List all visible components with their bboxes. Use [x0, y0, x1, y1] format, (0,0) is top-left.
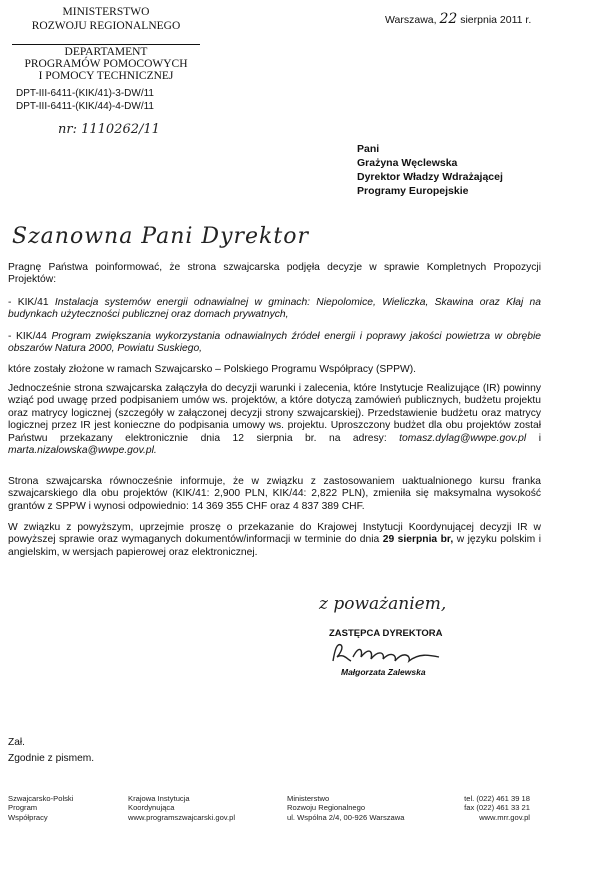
body-exchange-rate [8, 476, 541, 513]
date-month-year: sierpnia 2011 r. [460, 14, 532, 26]
reference-numbers [16, 87, 154, 113]
paragraph: Strona szwajcarska równocześnie informuje, że w związku z zastosowaniem uaktualnionego kursu franka szwajcarskiego dla obu projektów (KIK/41: 2,900 PLN, KIK/44: 2,822 PLN), zmieniła się maksymalna wysokość grantów z SPPW i wynosi odpowiednio: 14 369 355 CHF oraz 4 837 389 CHF. [8, 476, 541, 512]
handwritten-closing: z poważaniem, [319, 594, 447, 614]
footer-line: Program [8, 803, 38, 813]
handwritten-signature [329, 639, 449, 665]
department-line2: PROGRAMÓW POMOCOWYCH [24, 58, 188, 70]
project-item-kik41 [8, 297, 541, 322]
footer-website-link[interactable]: www.mrr.gov.pl [479, 812, 530, 822]
body-request [8, 522, 541, 559]
footer-website-link[interactable]: www.programszwajcarski.gov.pl [128, 812, 236, 822]
body-conditions [8, 383, 541, 457]
signatory-name: Małgorzata Zalewska [341, 667, 426, 677]
signature-block [319, 594, 479, 677]
footer-program [8, 794, 73, 822]
recipient-salutation: Pani [357, 143, 380, 155]
attachments-label: Zał. [8, 737, 25, 748]
ministry-name-line1: MINISTERSTWO [62, 6, 150, 18]
handwritten-registry-number: nr: 1110262/11 [58, 122, 160, 137]
recipient-address [357, 142, 503, 198]
email-link[interactable]: marta.nizalowska@wwpe.gov.pl. [8, 445, 157, 457]
project-title: Program zwiększania wykorzystania odnawialnych źródeł energii i poprawy jakości powietrza w obrębie obszarów Natura 2000, Powiatu Suskiego, [8, 331, 541, 355]
footer-fax: fax (022) 461 33 21 [464, 803, 530, 813]
letter-date [385, 11, 531, 27]
letterhead [12, 6, 200, 82]
footer-line: Koordynująca [128, 803, 175, 813]
footer-ministry [287, 794, 404, 822]
footer-line: Krajowa Instytucja [128, 794, 190, 803]
project-item-kik44 [8, 331, 541, 356]
footer-phone: tel. (022) 461 39 18 [464, 794, 530, 803]
email-link[interactable]: tomasz.dylag@wwpe.gov.pl [399, 432, 527, 444]
recipient-position: Dyrektor Władzy Wdrażającej [357, 171, 503, 183]
paragraph-text: Jednocześnie strona szwajcarska załączyła do decyzji warunki i zalecenia, które Instytucje Realizujące (IR) powinny wziąć pod uwagę przed podpisaniem umów ws. projektów, a które dotyczą zamówień publicznych, budżetu projektu oraz matrycy logicznej (szczegóły w załączonej decyzji strony szwajcarskiej). Przedstawienie budżetu oraz matrycy logicznej przez IR jest konieczne do podpisania umowy ws. projektu. Uproszczony budżet dla obu projektów został Państwu przekazany elektronicznie dnia 12 sierpnia br. na adresy: [8, 383, 541, 444]
project-title: Instalacja systemów energii odnawialnej w gminach: Niepolomice, Wieliczka, Skawina oraz Kłaj na budynkach użyteczności publicznej oraz domach prywatnych, [8, 297, 541, 321]
footer-line: Rozwoju Regionalnego [287, 803, 366, 813]
attachments [8, 735, 94, 767]
footer-coordinating-institution [128, 794, 235, 822]
paragraph-text: W związku z powyższym, uprzejmie proszę o przekazanie do Krajowej Instytucji Koordynującej decyzji IR w powyższej sprawie oraz wymaganych dokumentów/informacji w terminie do dnia [8, 522, 541, 546]
deadline-date: 29 sierpnia br, [382, 534, 454, 546]
footer-line: Ministerstwo [287, 794, 330, 803]
recipient-organization: Programy Europejskie [357, 185, 469, 197]
ministry-name-line2: ROZWOJU REGIONALNEGO [31, 20, 181, 32]
conjunction: i [526, 432, 541, 444]
body-submission [8, 364, 541, 376]
department-line3: I POMOCY TECHNICZNEJ [38, 70, 174, 82]
attachments-note: Zgodnie z pismem. [8, 753, 95, 764]
paragraph: które zostały złożone w ramach Szwajcarsko – Polskiego Programu Współpracy (SPPW). [8, 364, 417, 375]
footer-contact [440, 794, 530, 822]
reference-number: DPT-III-6411-(KIK/44)-4-DW/11 [16, 101, 154, 112]
paragraph-text: w języku polskim i angielskim, w wersjach papierowej oraz elektronicznej. [8, 534, 541, 558]
project-code: - KIK/41 [8, 297, 55, 308]
project-code: - KIK/44 [8, 331, 52, 342]
signatory-title: ZASTĘPCA DYREKTORA [329, 628, 443, 639]
department-line1: DEPARTAMENT [64, 46, 148, 58]
paragraph: Pragnę Państwa poinformować, że strona szwajcarska podjęła decyzje w sprawie Kompletnych Propozycji Projektów: [8, 262, 541, 286]
date-day: 22 [439, 11, 458, 27]
date-place: Warszawa, [385, 14, 437, 26]
body-intro [8, 262, 541, 287]
footer-address: ul. Wspólna 2/4, 00-926 Warszawa [287, 812, 405, 822]
recipient-name: Grażyna Węclewska [357, 157, 458, 169]
reference-number: DPT-III-6411-(KIK/41)-3-DW/11 [16, 88, 154, 99]
department-name [12, 44, 200, 82]
footer-line: Współpracy [8, 812, 48, 822]
handwritten-greeting: Szanowna Pani Dyrektor [12, 224, 309, 249]
footer-line: Szwajcarsko-Polski [8, 794, 74, 803]
